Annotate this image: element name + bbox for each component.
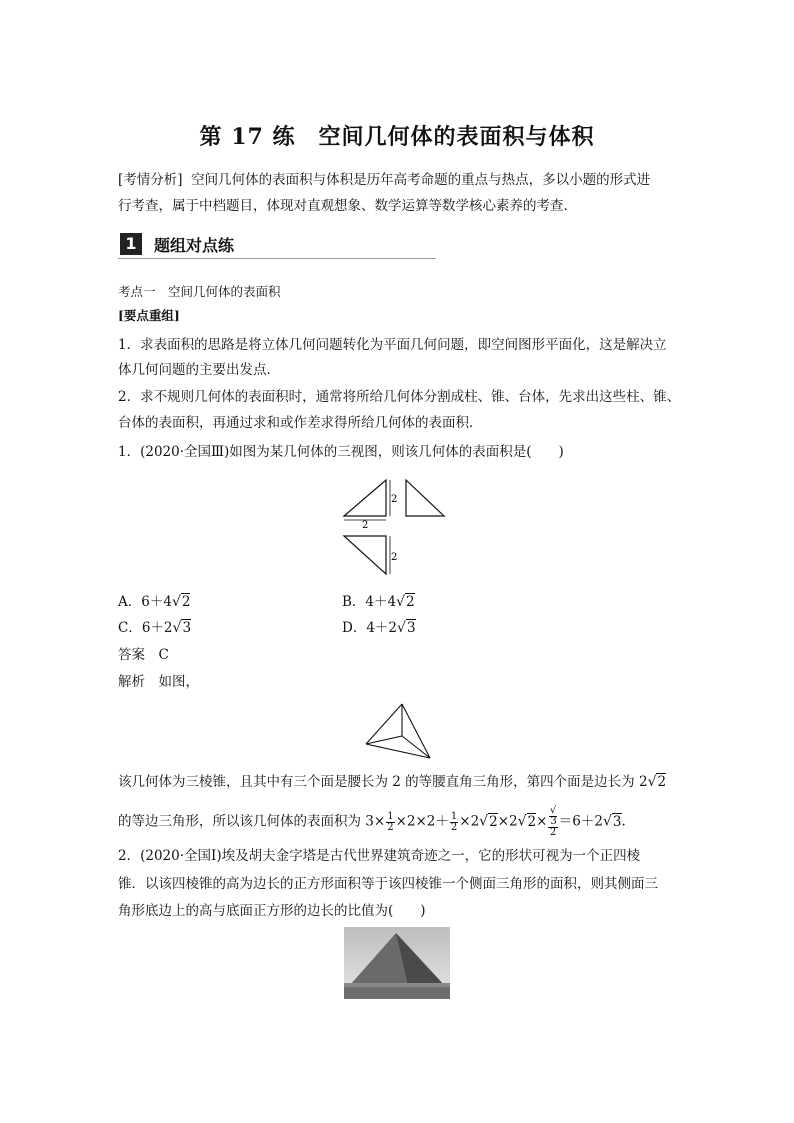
key-point-line-4: 台体的表面积，再通过求和或作差求得所给几何体的表面积． [118, 415, 483, 431]
q2-line-3: 角形底边上的高与底面正方形的边长的比值为( ) [118, 903, 426, 919]
option-b-rad: 2 [406, 594, 415, 610]
intro-tag: [考情分析] [118, 172, 183, 188]
option-a-label: A． [118, 594, 142, 610]
formula-part-2: ×2×2＋ [395, 813, 449, 830]
formula-end: . [621, 813, 626, 830]
q1-explain-text-1: 该几何体为三棱锥，且其中有三个面是腰长为 2 的等腰直角三角形，第四个面是边长为 2 [118, 774, 648, 790]
formula-part-1: 的等边三角形，所以该几何体的表面积为 3× [118, 813, 386, 830]
formula-rad-b: 2 [527, 813, 537, 830]
q2-line-2: 锥．以该四棱锥的高为边长的正方形面积等于该四棱锥一个侧面三角形的面积，则其侧面三 [118, 876, 658, 892]
intro-text-1: 空间几何体的表面积与体积是历年高考命题的重点与热点，多以小题的形式进 [191, 172, 651, 188]
label-h2: 2 [391, 552, 398, 563]
option-a-rad: 2 [181, 594, 191, 610]
q1-explain-line-1: 该几何体为三棱锥，且其中有三个面是腰长为 2 的等腰直角三角形，第四个面是边长为 2√2 [118, 774, 667, 790]
key-point-line-2: 体几何问题的主要出发点． [118, 362, 280, 378]
formula-part-5: × [536, 813, 548, 830]
option-d: D．4＋2√3 [342, 620, 416, 636]
option-a: A．6＋4√2 [118, 594, 191, 610]
q1-answer: 答案 C [118, 647, 169, 663]
option-c-int: 6＋2 [141, 620, 173, 636]
three-view-figure [336, 470, 456, 585]
topic-heading: 考点一 空间几何体的表面积 [118, 284, 281, 299]
fraction-2: $\frac{1}{2}$ [450, 810, 458, 833]
tetrahedron-figure [362, 700, 434, 762]
formula-part-3: ×2 [459, 813, 480, 830]
option-d-label: D． [342, 620, 367, 636]
q1-stem: 1．(2020·全国Ⅲ)如图为某几何体的三视图，则该几何体的表面积是( ) [118, 444, 564, 460]
intro-text-2: 行考查，属于中档题目，体现对直观想象、数学运算等数学核心素养的考查． [118, 198, 577, 214]
section-label: 题组对点练 [154, 236, 235, 255]
option-c: C．6＋2√3 [118, 620, 192, 636]
option-c-label: C． [118, 620, 142, 636]
intro-line-1 [118, 170, 650, 190]
section-number: 1 [120, 233, 142, 255]
option-b-int: 4＋4 [365, 594, 397, 610]
q1-analysis: 解析 如图， [118, 674, 199, 690]
fraction-1: $\frac{1}{2}$ [387, 810, 394, 833]
label-w1: 2 [362, 520, 369, 531]
label-h1: 2 [391, 494, 398, 505]
fraction-3: √ 3 2 [549, 805, 557, 838]
page-title: 第 17 练 空间几何体的表面积与体积 [199, 124, 595, 150]
option-d-int: 4＋2 [366, 620, 398, 636]
section-header [118, 230, 436, 259]
option-b-label: B． [342, 594, 366, 610]
key-point-line-1: 1．求表面积的思路是将立体几何问题转化为平面几何问题，即空间图形平面化，这是解决立 [118, 337, 667, 353]
formula-rad-c: 3 [612, 813, 622, 830]
formula-part-4: ×2 [497, 813, 518, 830]
option-b: B．4＋4√2 [342, 594, 415, 610]
front-view-triangle [344, 480, 386, 516]
q1-explain-line-2: 的等边三角形，所以该几何体的表面积为 3× $\frac{1}{2}$ ×2×2＋ $\frac{1}{2}$ ×2√2×2√2× √ 3 2 ＝6＋2√3. [118, 805, 626, 838]
top-view-triangle [344, 536, 386, 574]
pyramid-photo [344, 927, 450, 999]
option-a-int: 6＋4 [141, 594, 172, 610]
key-points-tag: [要点重组] [118, 308, 180, 323]
formula-part-6: ＝6＋2 [558, 813, 603, 830]
q1-explain-rad-1: 2 [657, 774, 667, 790]
formula-rad-a: 2 [489, 813, 498, 830]
side-view-triangle [406, 480, 444, 516]
option-c-rad: 3 [182, 620, 192, 636]
key-point-line-3: 2．求不规则几何体的表面积时，通常将所给几何体分割成柱、锥、台体，先求出这些柱、锥、 [118, 389, 681, 405]
option-d-rad: 3 [406, 620, 416, 636]
q2-line-1: 2．(2020·全国Ⅰ)埃及胡夫金字塔是古代世界建筑奇迹之一，它的形状可视为一个正四棱 [118, 848, 641, 864]
